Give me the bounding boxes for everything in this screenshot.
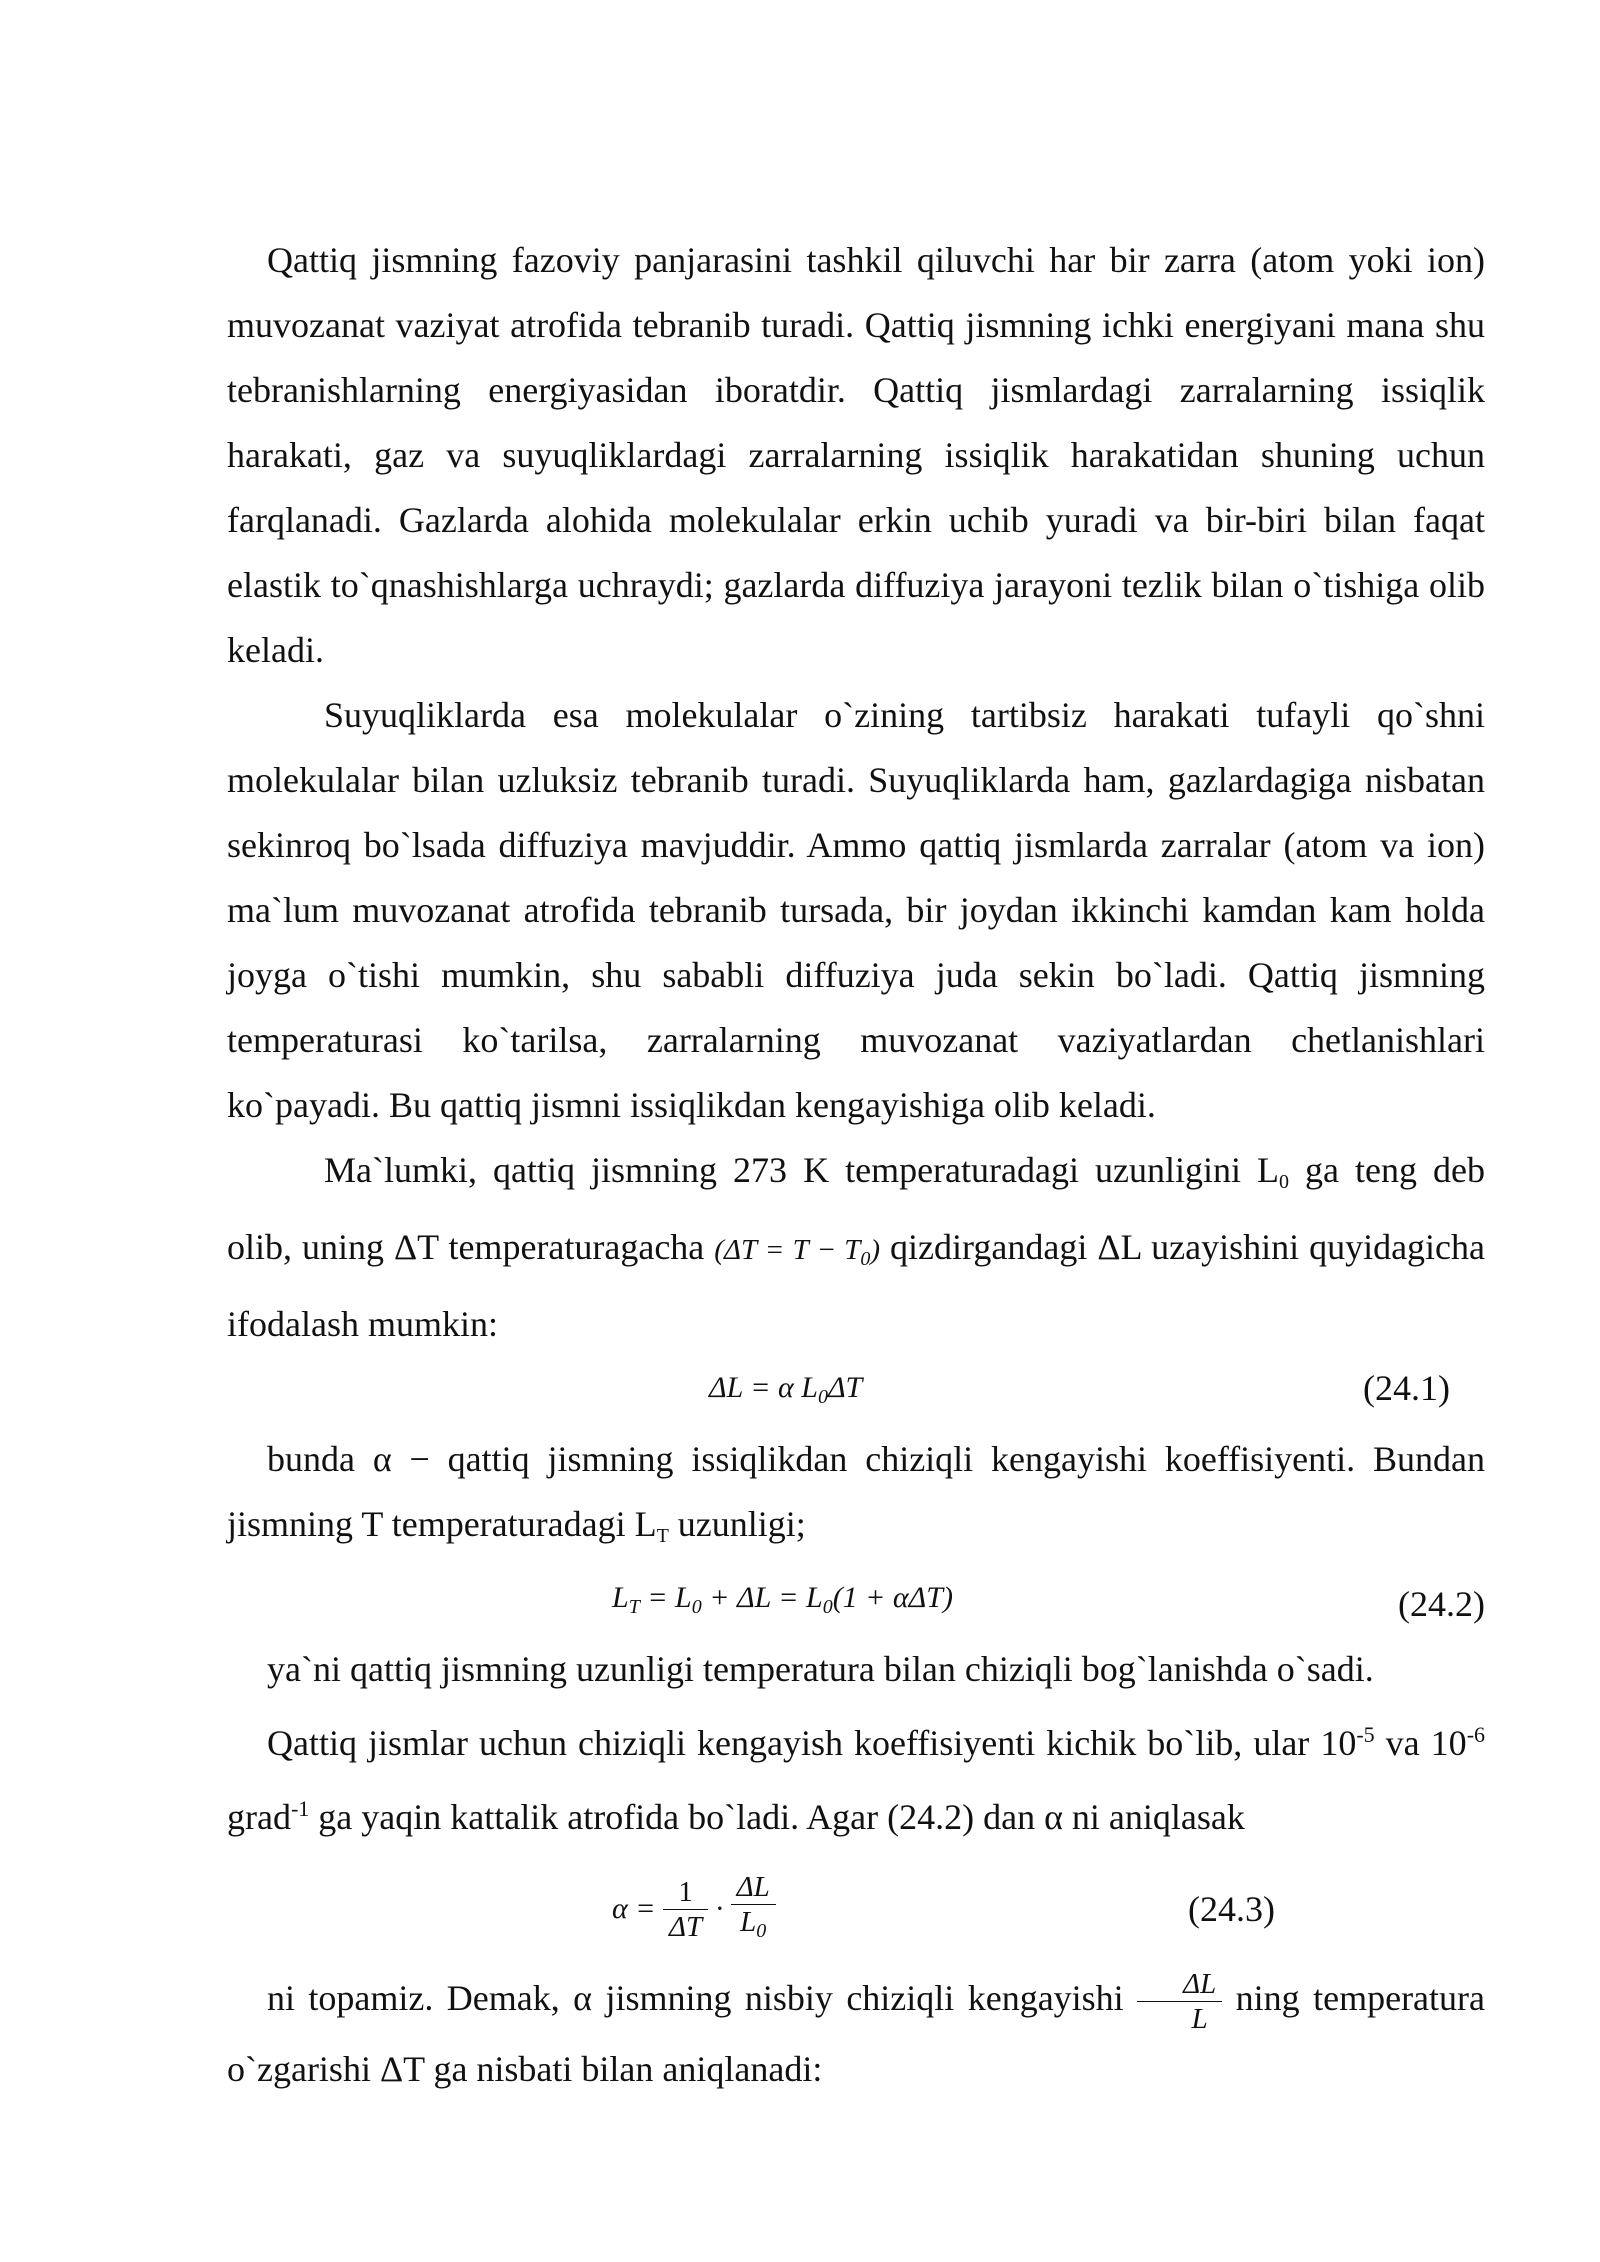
eq2-c: + ΔL = L xyxy=(701,1581,823,1614)
equation-24-1 xyxy=(227,1357,1485,1427)
equation-24-2-formula xyxy=(612,1581,953,1619)
paragraph-5: ya`ni qattiq jismning uzunligi temperatura bilan chiziqli bog`lanishda o`sadi. xyxy=(267,1649,1374,1689)
eq3-f2-numerator: ΔL xyxy=(731,1870,776,1905)
p7-frac-numerator: ΔL xyxy=(1137,1967,1222,2002)
eq3-f2-denominator xyxy=(731,1905,776,1948)
eq3-f1-denominator: ΔT xyxy=(669,1910,703,1943)
p7-text-b: ning temperatura o`zgarishi ΔT ga nisbati bilan aniqlanadi: xyxy=(227,1978,1486,2090)
eq2-a-sub: T xyxy=(628,1596,640,1618)
p3-inline-formula xyxy=(714,1234,881,1270)
p4-text-a: bunda α − qattiq jismning issiqlikdan chiziqli kengayishi koeffisiyenti. Bundan jismning T temperaturadagi L xyxy=(227,1439,1485,1544)
p3-text-a: Ma`lumki, qattiq jismning 273 K temperaturadagi uzunligini L xyxy=(324,1150,1279,1190)
p6-sup-2: -6 xyxy=(1466,1722,1486,1747)
eq3-fraction-2 xyxy=(731,1870,776,1948)
eq3-lhs: α = xyxy=(612,1892,656,1925)
p4-subscript: T xyxy=(656,1525,669,1547)
p3-formula-subscript: 0 xyxy=(860,1248,871,1270)
paragraph-3 xyxy=(227,1138,1485,1357)
p7-frac-denominator: L xyxy=(1191,2003,1208,2036)
document-page xyxy=(227,228,1485,2102)
equation-24-2 xyxy=(227,1569,1485,1637)
eq2-d: (1 + αΔT) xyxy=(832,1581,953,1614)
eq3-f2-den-text: L xyxy=(740,1906,757,1938)
eq1-subscript: 0 xyxy=(817,1386,828,1408)
p3-text-c: qizdirgandagi ΔL uzayishini quyidagicha ifodalash mumkin: xyxy=(227,1227,1486,1344)
equation-24-1-number: (24.1) xyxy=(1363,1368,1450,1408)
eq2-c-sub: 0 xyxy=(822,1596,833,1618)
eq1-rhs: ΔT xyxy=(827,1371,863,1404)
p3-subscript: 0 xyxy=(1279,1171,1289,1193)
equation-24-2-number: (24.2) xyxy=(1398,1584,1485,1624)
eq3-f1-numerator: 1 xyxy=(663,1875,708,1910)
equation-24-3-number: (24.3) xyxy=(1188,1889,1275,1929)
paragraph-7 xyxy=(227,1965,1485,2102)
paragraph-2: Suyuqliklarda esa molekulalar o`zining tartibsiz harakati tufayli qo`shni molekulalar bilan uzluksiz tebranib turadi. Suyuqliklarda ham, gazlardagiga nisbatan sekinroq bo`lsada diffuziya mavjuddir. Ammo qattiq jismlarda zarralar (atom va ion) ma`lum muvozanat atrofida tebranib tursada, bir joydan ikkinchi kamdan kam holda joyga o`tishi mumkin, shu sababli diffuziya juda sekin bo`ladi. Qattiq jismning temperaturasi ko`tarilsa, zarralarning muvozanat vaziyatlardan chetlanishlari ko`payadi. Bu qattiq jismni issiqlikdan kengayishiga olib keladi. xyxy=(227,695,1485,1125)
p6-sup-1: -5 xyxy=(1356,1722,1375,1747)
eq2-b-sub: 0 xyxy=(691,1596,702,1618)
p6-text-d: ga yaqin kattalik atrofida bo`ladi. Agar (24.2) dan α ni aniqlasak xyxy=(309,1797,1245,1837)
p3-text-b: ga teng deb olib, uning ΔT temperaturagacha xyxy=(227,1150,1486,1267)
p3-formula-text: (ΔT = T − T xyxy=(714,1234,861,1266)
equation-24-3-formula xyxy=(612,1870,776,1948)
eq1-lhs: ΔL = α L xyxy=(709,1371,818,1404)
p6-text-b: va 10 xyxy=(1374,1723,1467,1763)
p7-text-a: ni topamiz. Demak, α jismning nisbiy chiziqli kengayishi xyxy=(267,1978,1138,2018)
p4-text-b: uzunligi; xyxy=(668,1504,806,1544)
equation-24-1-formula xyxy=(709,1371,862,1409)
p6-sup-3: -1 xyxy=(290,1796,310,1821)
paragraph-4 xyxy=(227,1427,1485,1569)
paragraph-6 xyxy=(227,1702,1485,1850)
paragraph-1: Qattiq jismning fazoviy panjarasini tashkil qiluvchi har bir zarra (atom yoki ion) muvozanat vaziyat atrofida tebranib turadi. Qattiq jismning ichki energiyani mana shu tebranishlarning energiyasidan iboratdir. Qattiq jismlardagi zarralarning issiqlik harakati, gaz va suyuqliklardagi zarralarning issiqlik harakatidan shuning uchun farqlanadi. Gazlarda alohida molekulalar erkin uchib yuradi va bir-biri bilan faqat elastik to`qnashishlarga uchraydi; gazlarda diffuziya jarayoni tezlik bilan o`tishiga olib keladi. xyxy=(227,240,1485,670)
eq3-dot: · xyxy=(715,1892,724,1925)
eq2-b: = L xyxy=(639,1581,692,1614)
eq3-fraction-1 xyxy=(663,1875,708,1944)
p7-fraction xyxy=(1137,1967,1222,2036)
eq2-a: L xyxy=(612,1581,629,1614)
equation-24-3 xyxy=(227,1850,1485,1965)
p6-text-a: Qattiq jismlar uchun chiziqli kengayish koeffisiyenti kichik bo`lib, ular 10 xyxy=(267,1723,1357,1763)
p6-text-c: grad xyxy=(227,1797,291,1837)
p3-formula-close: ) xyxy=(870,1234,881,1266)
eq3-f2-den-sub: 0 xyxy=(756,1920,767,1942)
